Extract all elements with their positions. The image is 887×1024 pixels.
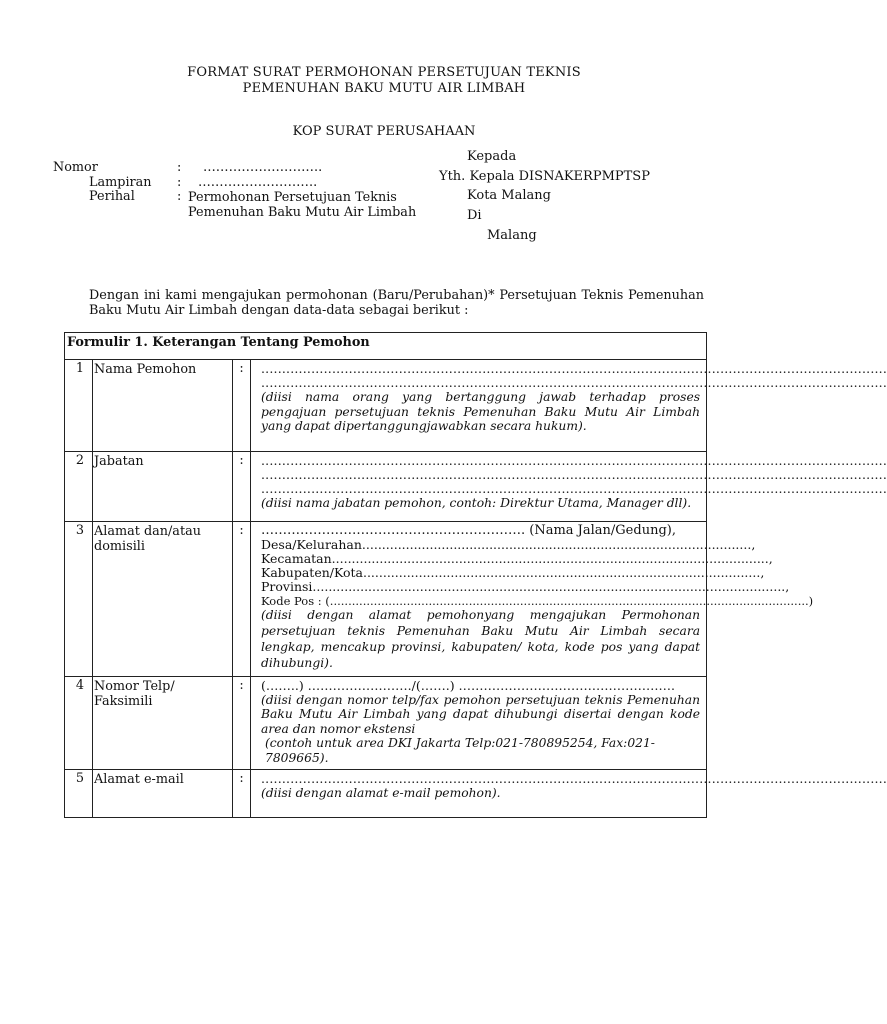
row-number: 5 [65, 770, 93, 818]
field-label-alamat: Alamat dan/atau domisili [93, 522, 233, 677]
nomor-colon: : [177, 160, 182, 175]
recipient-di: Di [467, 208, 482, 223]
alamat-field[interactable] [251, 522, 814, 677]
field-note: (diisi nama orang yang bertanggung jawab terhadap proses pengajuan persetujuan teknis Pemenuhan Baku Mutu Air Limbah yang dapat dipertanggungjawabkan secara hukum). [261, 390, 701, 433]
row-number: 1 [65, 360, 93, 452]
row-number: 2 [65, 452, 93, 522]
nama-pemohon-field[interactable] [251, 360, 887, 452]
lampiran-label: Lampiran [89, 175, 152, 190]
nomor-value: ………………………. [203, 160, 323, 175]
field-label-telp: Nomor Telp/ Faksimili [93, 676, 233, 770]
address-street-line: ……………………………………………………. (Nama Jalan/Gedung), [261, 523, 676, 538]
telp-field[interactable] [251, 676, 707, 770]
dot-line: ...................................................................................................................................................... [261, 467, 887, 482]
row-colon: : [233, 360, 251, 452]
dot-line: ...................................................................................................................................................... [261, 361, 887, 376]
intro-paragraph: Dengan ini kami mengajukan permohonan (Baru/Perubahan)* Persetujuan Teknis Pemenuhan Baku Mutu Air Limbah dengan data-data sebagai berikut : [89, 288, 704, 319]
row-colon: : [233, 676, 251, 770]
document-title-line-1: FORMAT SURAT PERMOHONAN PERSETUJUAN TEKNIS [187, 65, 581, 80]
recipient-city: Malang [487, 228, 537, 243]
row-colon: : [233, 770, 251, 818]
perihal-value: Permohonan Persetujuan Teknis Pemenuhan Baku Mutu Air Limbah [188, 190, 417, 221]
recipient-kepada: Kepada [467, 149, 517, 164]
address-kabupaten-line: Kabupaten/Kota...................................................................................................., [261, 565, 765, 580]
recipient-kota: Kota Malang [467, 188, 551, 203]
field-note: (diisi nama jabatan pemohon, contoh: Direktur Utama, Manager dll). [261, 496, 692, 510]
email-field[interactable] [251, 770, 887, 818]
field-label-nama-pemohon: Nama Pemohon [93, 360, 233, 452]
field-label-jabatan: Jabatan [93, 452, 233, 522]
document-title-line-2: PEMENUHAN BAKU MUTU AIR LIMBAH [242, 81, 526, 96]
table-row [65, 522, 707, 677]
address-kodepos-line: Kode Pos : (...................................................................................................................................) [261, 594, 814, 608]
table-row [65, 676, 707, 770]
field-label-email: Alamat e-mail [93, 770, 233, 818]
field-note: (diisi dengan alamat pemohonyang mengajukan Permohonan persetujuan teknis Pemenuhan Baku Mutu Air Limbah secara lengkap, mencakup provinsi, kabupaten/ kota, kode pos yang dapat dihubungi). [261, 608, 701, 670]
form-header: Formulir 1. Keterangan Tentang Pemohon [65, 333, 707, 360]
address-provinsi-line: Provinsi......................................................................................................................., [261, 579, 790, 594]
row-number: 3 [65, 522, 93, 677]
perihal-label: Perihal [89, 189, 135, 204]
row-colon: : [233, 522, 251, 677]
table-row [65, 770, 707, 818]
jabatan-field[interactable] [251, 452, 887, 522]
field-note-example: (contoh untuk area DKI Jakarta Telp:021-780895254, Fax:021-7809665). [265, 736, 655, 765]
table-row [65, 360, 707, 452]
applicant-form-table [64, 332, 887, 818]
lampiran-colon: : [177, 175, 182, 190]
letterhead-placeholder: KOP SURAT PERUSAHAAN [292, 124, 476, 139]
row-colon: : [233, 452, 251, 522]
perihal-colon: : [177, 189, 182, 204]
dot-line: ...................................................................................................................................................... [261, 375, 887, 390]
recipient-yth: Yth. Kepala DISNAKERPMPTSP [439, 169, 650, 184]
dot-line: ...................................................................................................................................................... [261, 481, 887, 496]
phone-fax-line: (……..) ……………………./(…….) ……………………………………………. [261, 677, 676, 693]
row-number: 4 [65, 676, 93, 770]
field-note: (diisi dengan nomor telp/fax pemohon persetujuan teknis Pemenuhan Baku Mutu Air Limbah yang dapat dihubungi disertai dengan kode area dan nomor ekstensi [261, 692, 701, 736]
address-kecamatan-line: Kecamatan.............................................................................................................., [261, 551, 773, 566]
form-header-row [65, 333, 707, 360]
field-note: (diisi dengan alamat e-mail pemohon). [261, 786, 501, 801]
address-desa-line: Desa/Kelurahan.................................................................................................., [261, 537, 756, 552]
dot-line: ...................................................................................................................................................... [261, 771, 887, 787]
dot-line: ...................................................................................................................................................... [261, 453, 887, 468]
table-row [65, 452, 707, 522]
nomor-label: Nomor [53, 160, 98, 175]
lampiran-value: ………………………. [198, 175, 318, 190]
